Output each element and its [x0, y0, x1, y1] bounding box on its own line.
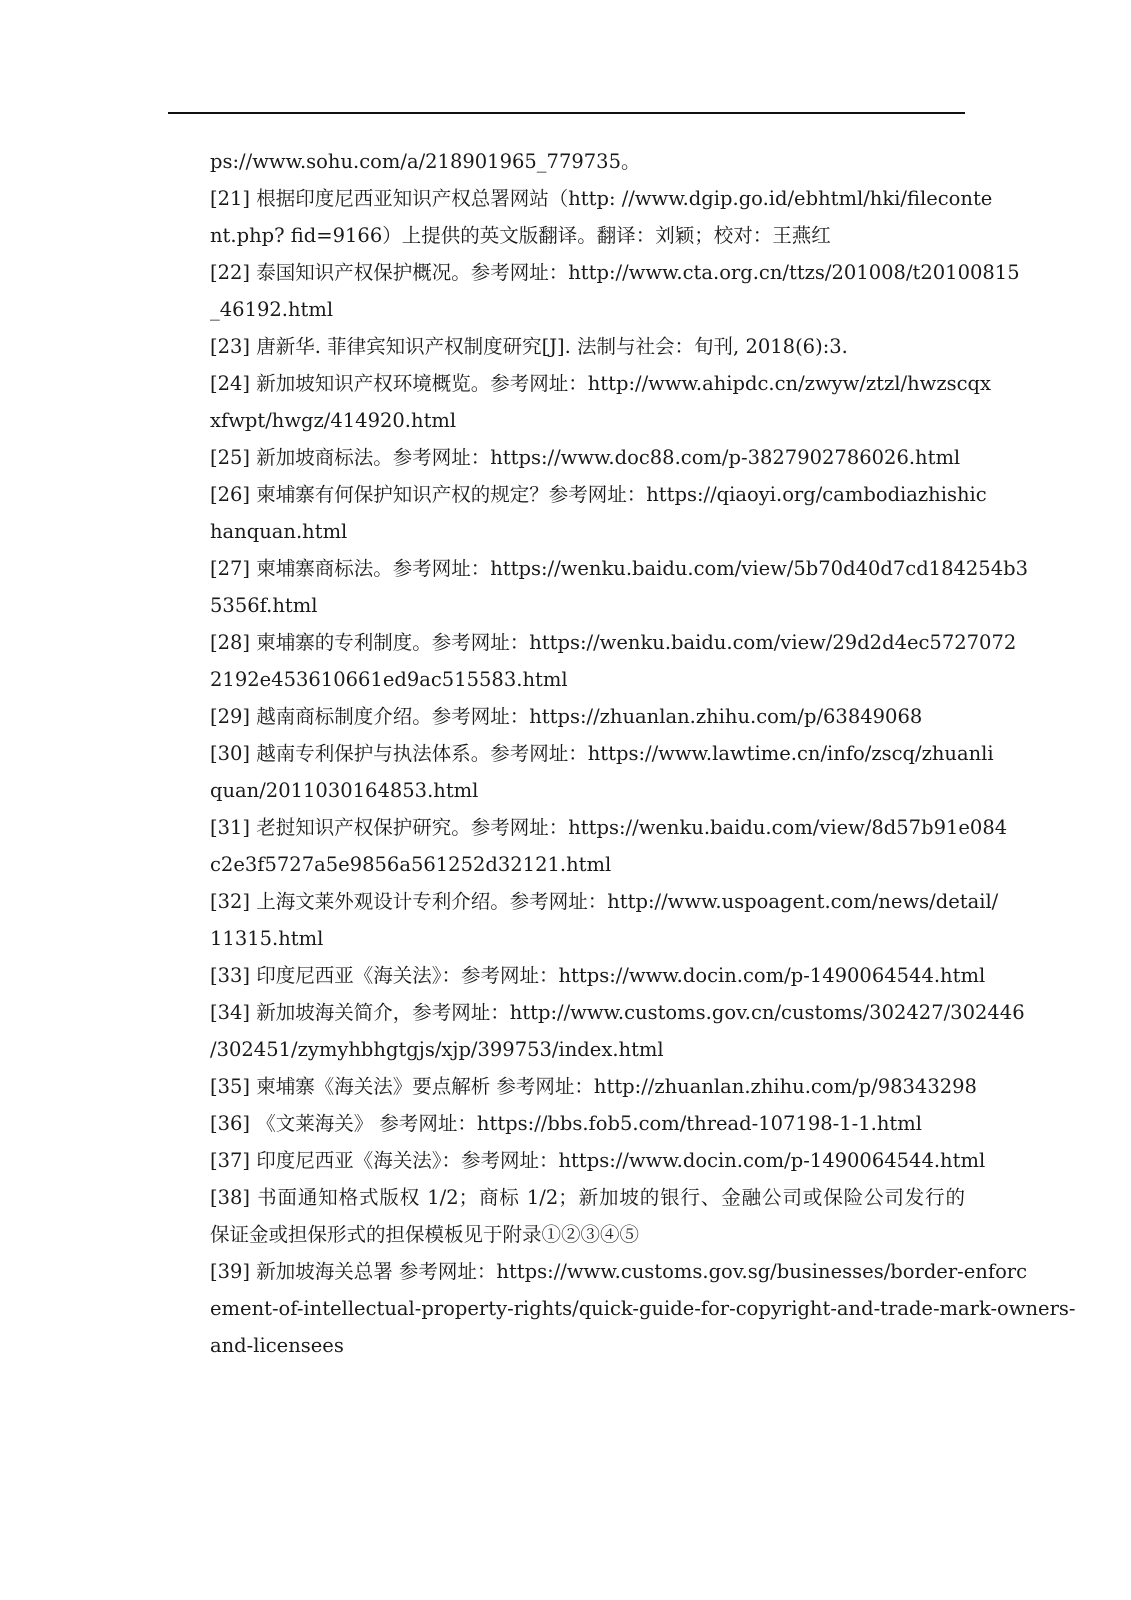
reference-line: [26] 柬埔寨有何保护知识产权的规定？参考网址：https://qiaoyi.org/cambodiazhishic [210, 483, 987, 506]
reference-line: [29] 越南商标制度介绍。参考网址：https://zhuanlan.zhihu.com/p/63849068 [210, 705, 923, 728]
reference-line: and-licensees [210, 1334, 344, 1357]
reference-line: quan/2011030164853.html [210, 779, 479, 802]
header-rule [168, 112, 965, 114]
reference-line: hanquan.html [210, 520, 348, 543]
reference-line: nt.php? fid=9166）上提供的英文版翻译。翻译：刘颖；校对：王燕红 [210, 224, 831, 247]
reference-line: [33] 印度尼西亚《海关法》：参考网址：https://www.docin.com/p-1490064544.html [210, 964, 986, 987]
reference-line: [23] 唐新华. 菲律宾知识产权制度研究[J]. 法制与社会：旬刊, 2018(6):3. [210, 335, 848, 358]
reference-line: xfwpt/hwgz/414920.html [210, 409, 457, 432]
reference-line: [34] 新加坡海关简介，参考网址：http://www.customs.gov.cn/customs/302427/302446 [210, 1001, 1025, 1024]
reference-line: 2192e453610661ed9ac515583.html [210, 668, 568, 691]
reference-line: [32] 上海文莱外观设计专利介绍。参考网址：http://www.uspoagent.com/news/detail/ [210, 890, 999, 913]
reference-line: 11315.html [210, 927, 324, 950]
reference-line: [28] 柬埔寨的专利制度。参考网址：https://wenku.baidu.com/view/29d2d4ec5727072 [210, 631, 1017, 654]
reference-line: ement-of-intellectual-property-rights/quick-guide-for-copyright-and-trade-mark-owners- [210, 1297, 1076, 1320]
reference-line: [30] 越南专利保护与执法体系。参考网址：https://www.lawtime.cn/info/zscq/zhuanli [210, 742, 994, 765]
reference-line: ps://www.sohu.com/a/218901965_779735。 [210, 150, 641, 173]
reference-line: [21] 根据印度尼西亚知识产权总署网站（http: //www.dgip.go.id/ebhtml/hki/fileconte [210, 187, 993, 210]
reference-line: [31] 老挝知识产权保护研究。参考网址：https://wenku.baidu.com/view/8d57b91e084 [210, 816, 1008, 839]
reference-list [210, 143, 1076, 1364]
reference-line: [39] 新加坡海关总署 参考网址：https://www.customs.gov.sg/businesses/border-enforc [210, 1260, 1028, 1283]
reference-line: [25] 新加坡商标法。参考网址：https://www.doc88.com/p-3827902786026.html [210, 446, 961, 469]
reference-line: [27] 柬埔寨商标法。参考网址：https://wenku.baidu.com/view/5b70d40d7cd184254b3 [210, 557, 1029, 580]
reference-line: 5356f.html [210, 594, 318, 617]
reference-line: [35] 柬埔寨《海关法》要点解析 参考网址：http://zhuanlan.zhihu.com/p/98343298 [210, 1075, 977, 1098]
reference-line: /302451/zymyhbhgtgjs/xjp/399753/index.html [210, 1038, 664, 1061]
reference-line: [38] 书面通知格式版权 1/2；商标 1/2；新加坡的银行、金融公司或保险公司发行的 [210, 1186, 965, 1209]
reference-line: [36] 《文莱海关》 参考网址：https://bbs.fob5.com/thread-107198-1-1.html [210, 1112, 922, 1135]
reference-line: _46192.html [210, 298, 334, 321]
reference-line: c2e3f5727a5e9856a561252d32121.html [210, 853, 612, 876]
reference-line: [37] 印度尼西亚《海关法》：参考网址：https://www.docin.com/p-1490064544.html [210, 1149, 986, 1172]
reference-line: [24] 新加坡知识产权环境概览。参考网址：http://www.ahipdc.cn/zwyw/ztzl/hwzscqx [210, 372, 992, 395]
reference-line: [22] 泰国知识产权保护概况。参考网址：http://www.cta.org.cn/ttzs/201008/t20100815 [210, 261, 1020, 284]
reference-line: 保证金或担保形式的担保模板见于附录①②③④⑤ [210, 1223, 640, 1246]
